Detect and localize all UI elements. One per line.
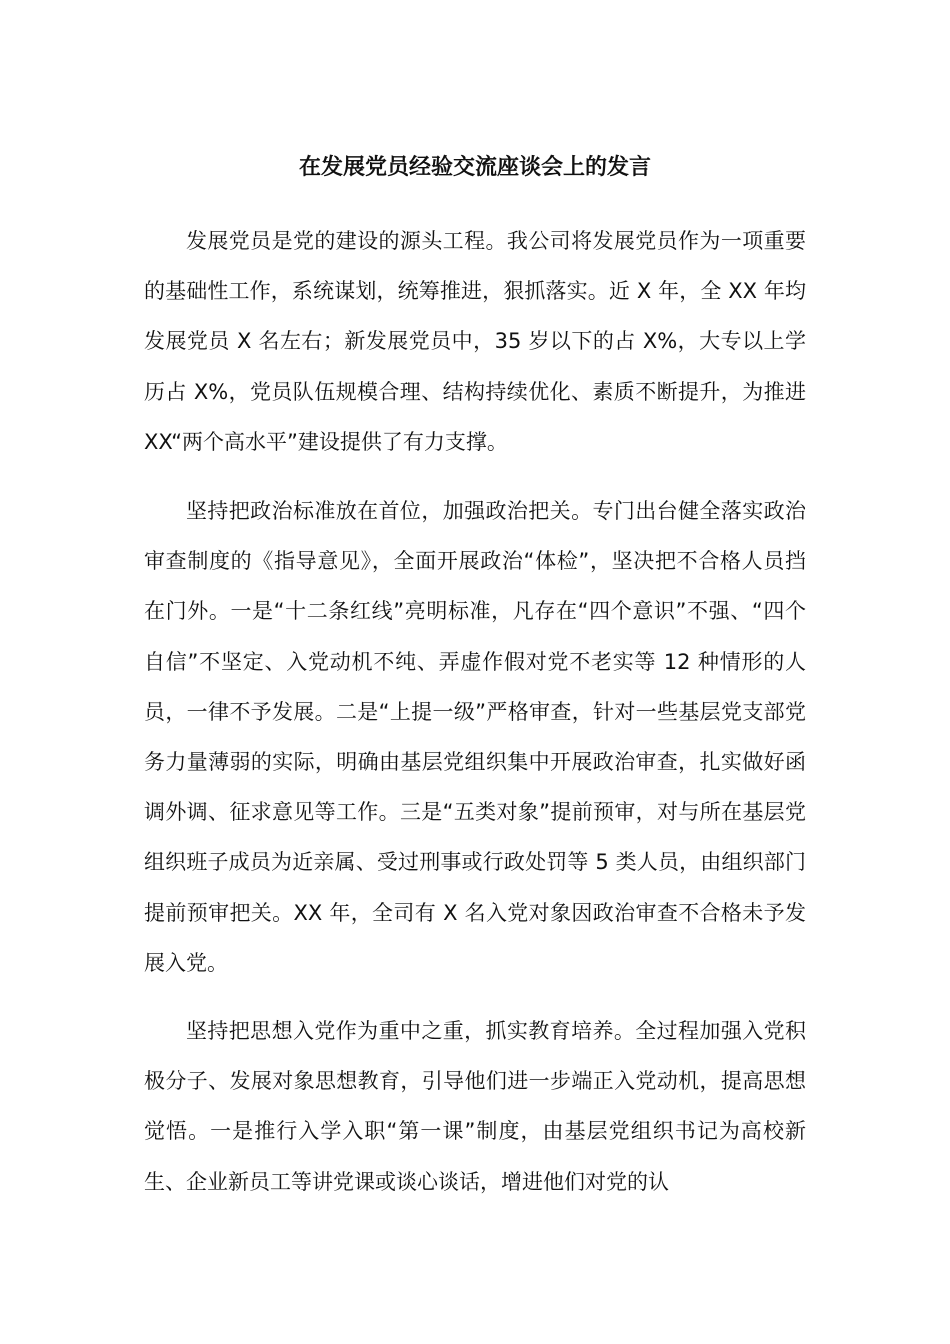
paragraph-intro: 发展党员是党的建设的源头工程。我公司将发展党员作为一项重要的基础性工作，系统谋划，统筹推进，狠抓落实。近 X 年，全 XX 年均发展党员 X 名左右；新发展党员中，35 岁以下的占 X%，大专以上学历占 X%，党员队伍规模合理、结构持续优化、素质不断提升，为推进 XX“两个高水平”建设提供了有力支撑。 (144, 229, 806, 454)
paragraph-ideological-education: 坚持把思想入党作为重中之重，抓实教育培养。全过程加强入党积极分子、发展对象思想教育，引导他们进一步端正入党动机，提高思想觉悟。一是推行入学入职“第一课”制度，由基层党组织书记为高校新生、企业新员工等讲党课或谈心谈话，增进他们对党的认 (144, 1019, 806, 1194)
document-title: 在发展党员经验交流座谈会上的发言 (298, 155, 651, 180)
paragraph-political-standard: 坚持把政治标准放在首位，加强政治把关。专门出台健全落实政治审查制度的《指导意见》，全面开展政治“体检”，坚决把不合格人员挡在门外。一是“十二条红线”亮明标准，凡存在“四个意识”不强、“四个自信”不坚定、入党动机不纯、弄虚作假对党不老实等 12 种情形的人员，一律不予发展。二是“上提一级”严格审查，针对一些基层党支部党务力量薄弱的实际，明确由基层党组织集中开展政治审查，扎实做好函调外调、征求意见等工作。三是“五类对象”提前预审，对与所在基层党组织班子成员为近亲属、受过刑事或行政处罚等 5 类人员，由组织部门提前预审把关。XX 年，全司有 X 名入党对象因政治审查不合格未予发展入党。 (144, 499, 806, 975)
